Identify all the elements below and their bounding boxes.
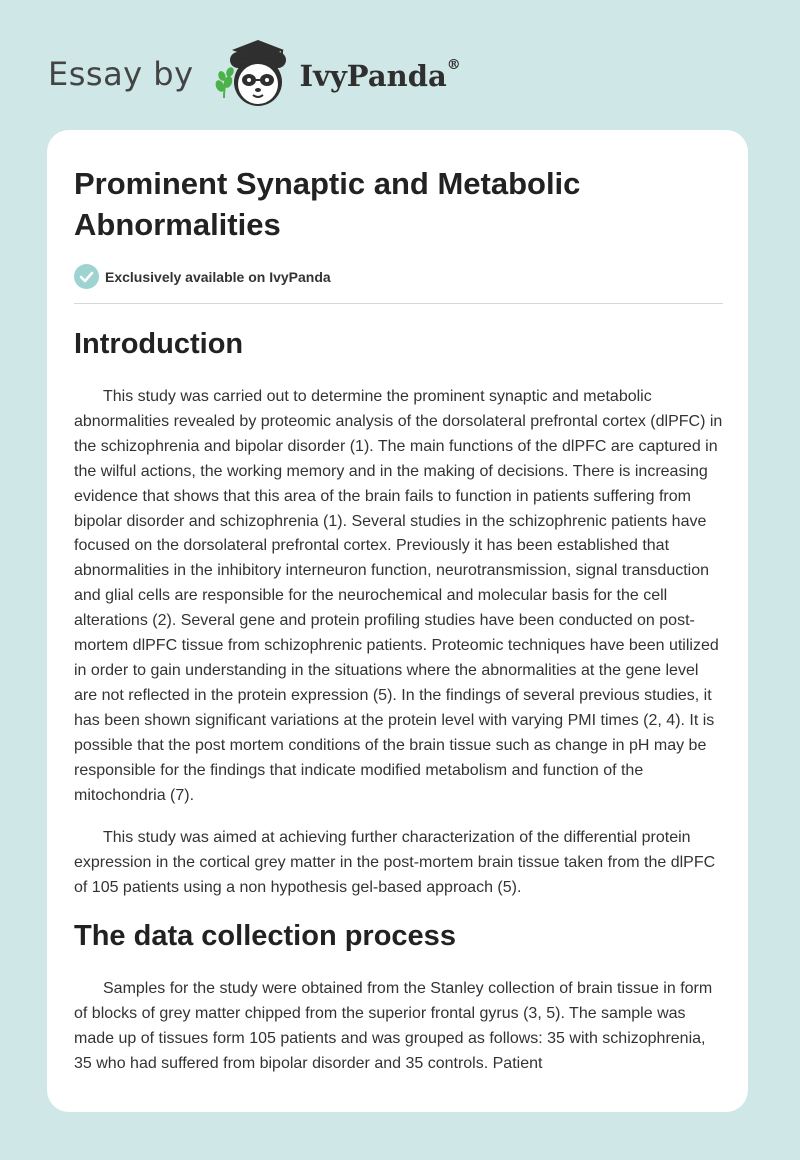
section-heading-data-collection: The data collection process [74,920,456,952]
site-header [48,36,461,112]
essay-card [47,130,748,1112]
brand-name[interactable] [300,59,461,93]
essay-by-label: Essay by [48,55,194,93]
paragraph: This study was aimed at achieving further characterization of the differential protein expression in the cortical grey matter in the post-mortem brain tissue taken from the dlPFC of 105 patients using a non hypothesis gel-based approach (5). [74,829,716,896]
title-divider [74,303,723,304]
exclusive-badge [74,264,331,289]
brand-name-text: IvyPanda [299,59,447,93]
section-heading-introduction: Introduction [74,328,244,360]
paragraph: This study was carried out to determine the prominent synaptic and metabolic abnormalities revealed by proteomic analysis of the dorsolateral prefrontal cortex (dlPFC) in the schizophrenia and bipolar disorder (1). The main functions of the dlPFC are captured in the wilful actions, the working memory and in the making of decisions. There is increasing evidence that shows that this area of the brain fails to function in patients suffering from bipolar disorder and schizophrenia (1). Several studies in the schizophrenic patients have focused on the dorsolateral prefrontal cortex. Previously it has been established that abnormalities in the inhibitory interneuron function, neurotransmission, signal transduction and glial cells are responsible for the neurochemical and molecular basis for the cell alterations (2). Several gene and protein profiling studies have been conducted on post-mortem dlPFC tissue from schizophrenic patients. Proteomic techniques have been utilized in order to gain understanding in the situations where the abnormalities at the gene level are not reflected in the protein expression (5). In the findings of several previous studies, it has been shown significant variations at the protein level with varying PMI times (2, 4). It is possible that the post mortem conditions of the brain tissue such as change in pH may be responsible for the findings that indicate modified metabolism and function of the mitochondria (7). [74,388,723,804]
exclusive-badge-label: Exclusively available on IvyPanda [105,268,331,285]
check-circle-icon [74,264,99,289]
registered-mark: ® [446,57,461,74]
paragraph: Samples for the study were obtained from the Stanley collection of brain tissue in form of blocks of grey matter chipped from the superior frontal gyrus (3, 5). The sample was made up of tissues form 105 patients and was grouped as follows: 35 with schizophrenia, 35 who had suffered from bipolar disorder and 35 controls. Patient [74,980,713,1072]
panda-graduate-logo-icon[interactable] [208,36,300,112]
essay-title: Prominent Synaptic and Metabolic Abnormalities [74,166,581,242]
